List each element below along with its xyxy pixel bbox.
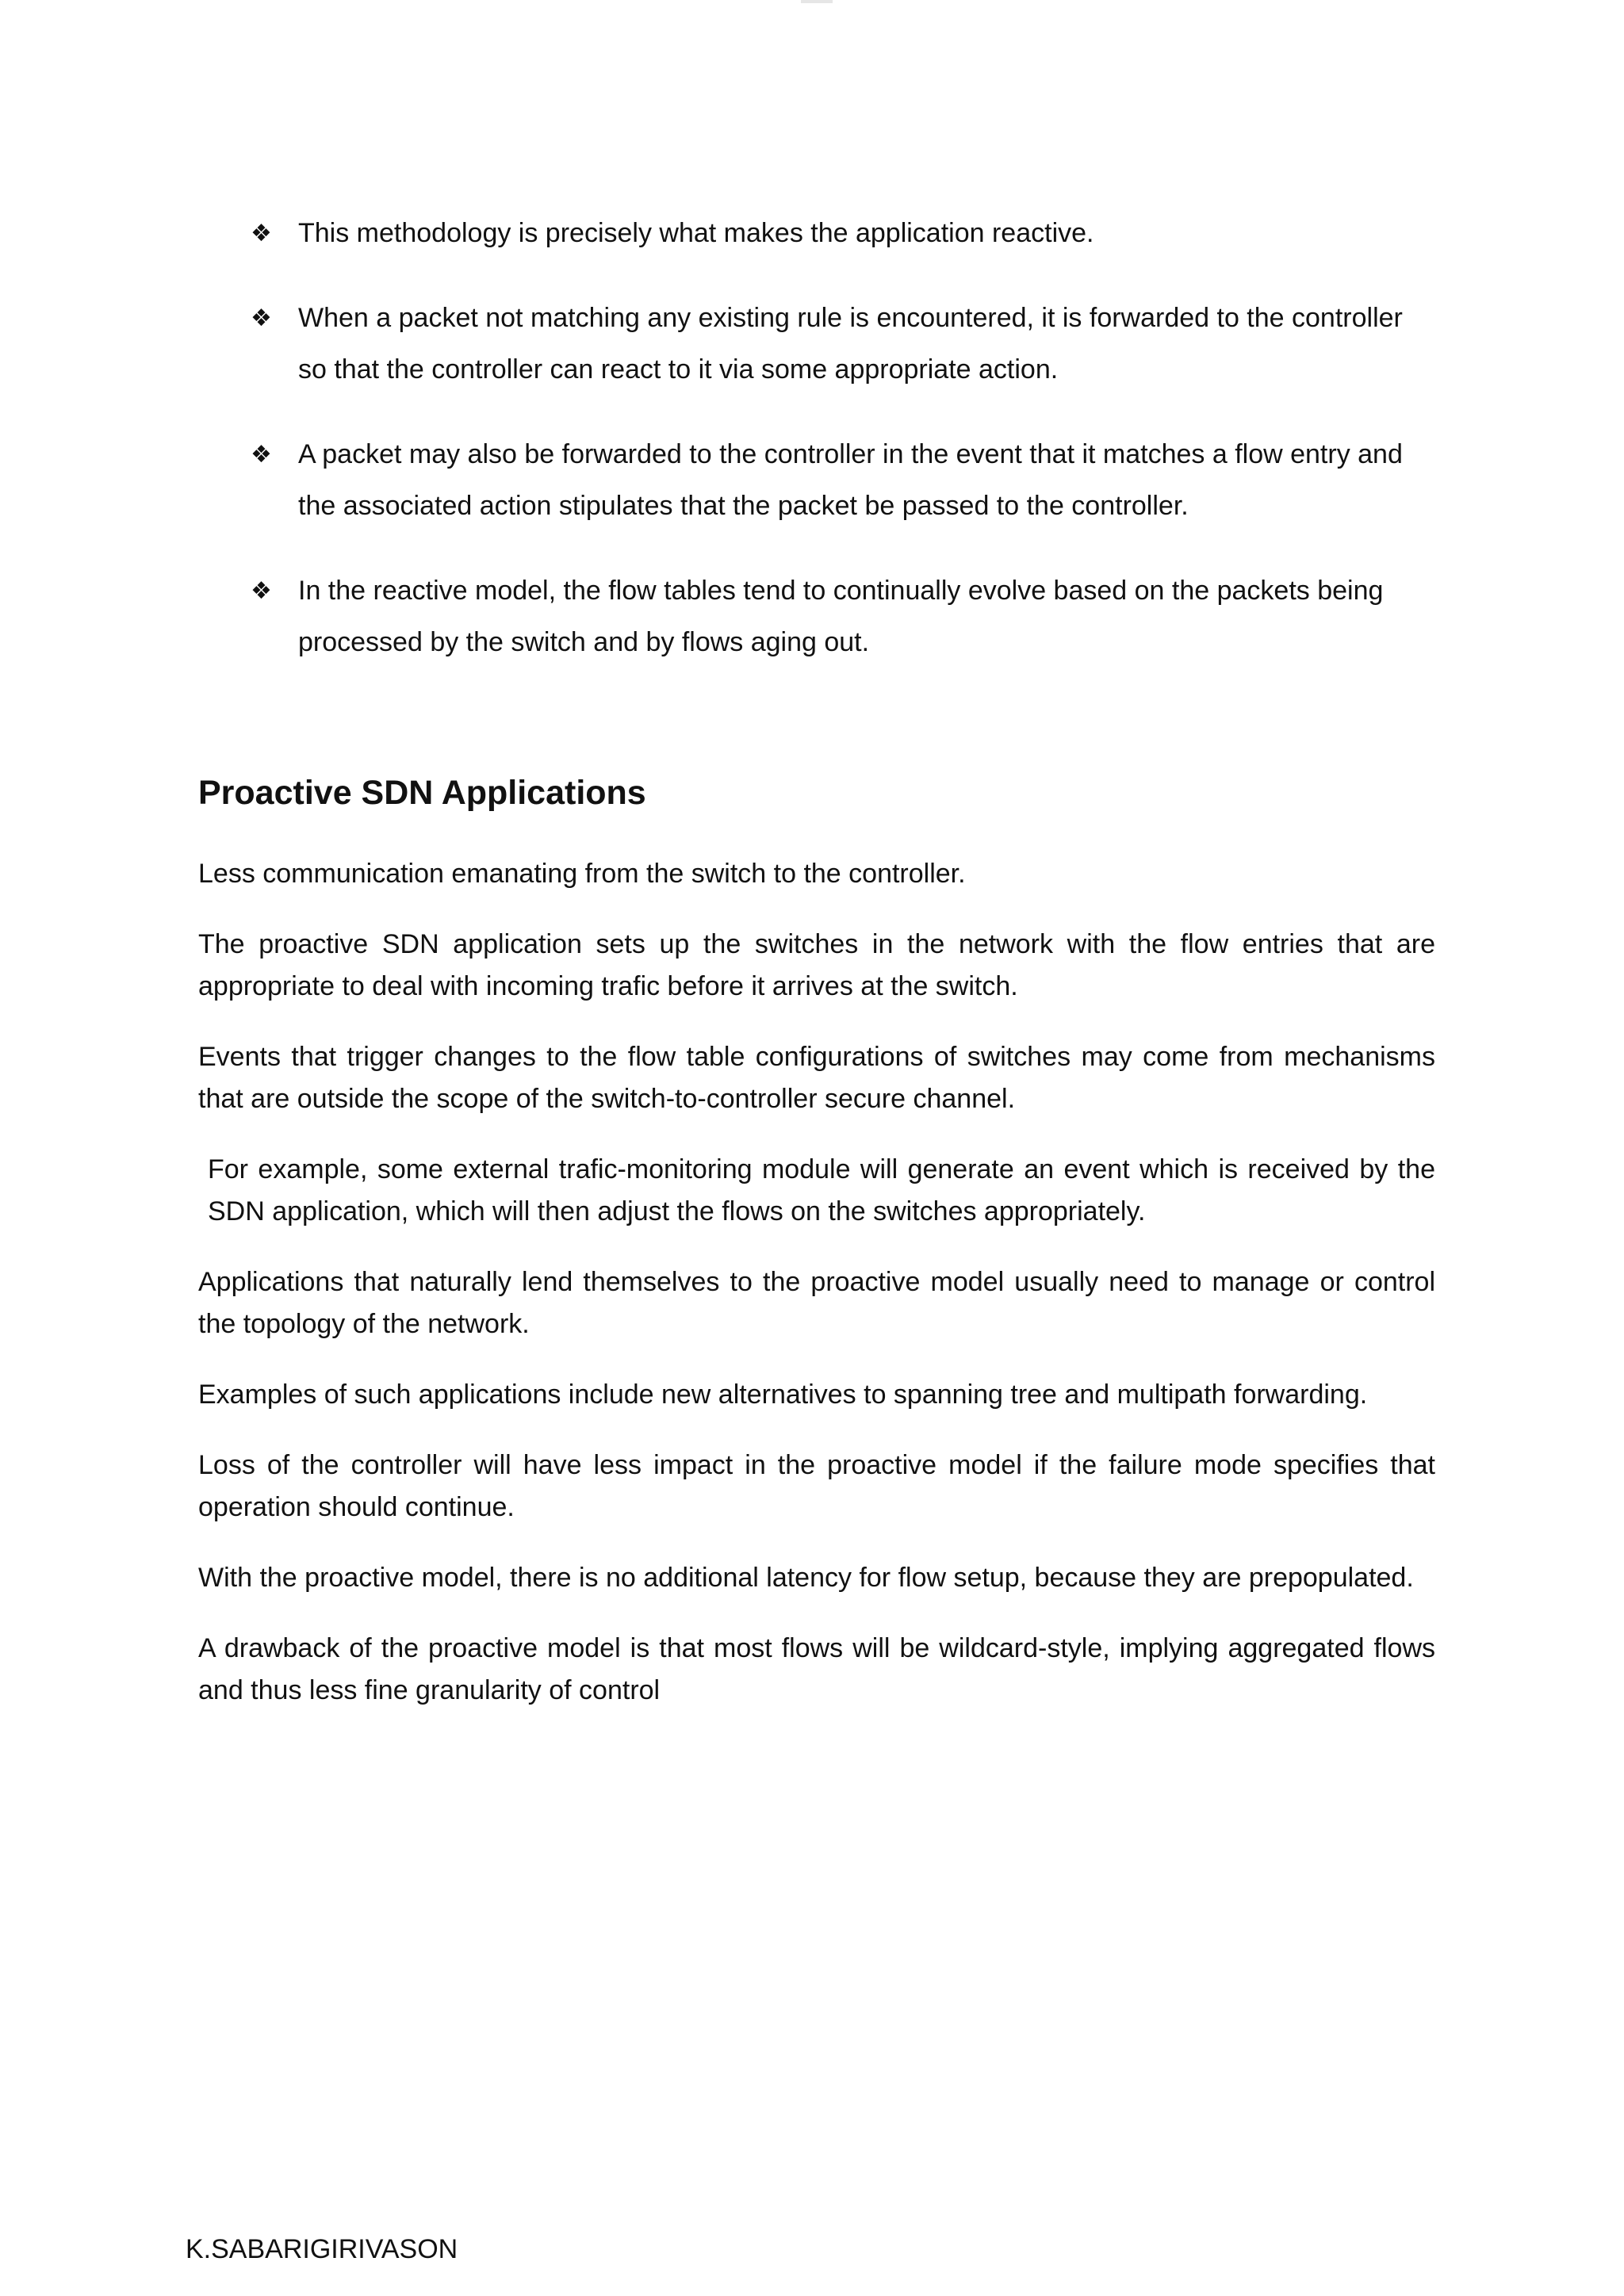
bullet-item: [251, 429, 1435, 532]
diamond-bullet-icon: ❖: [251, 577, 272, 605]
footer-author: K.SABARIGIRIVASON: [186, 2234, 458, 2264]
paragraph: Events that trigger changes to the flow table configurations of switches may come from mechanisms that are outside the scope of the switch-to-controller secure channel.: [198, 1042, 1435, 1114]
paragraph: Loss of the controller will have less impact in the proactive model if the failure mode specifies that operation should continue.: [198, 1450, 1435, 1522]
paragraph: A drawback of the proactive model is that most flows will be wildcard-style, implying aggregated flows and thus less fine granularity of control: [198, 1633, 1435, 1705]
reactive-bullet-list: [251, 208, 1435, 702]
bullet-text: When a packet not matching any existing rule is encountered, it is forwarded to the controller so that the controller can react to it via some appropriate action.: [298, 303, 1403, 385]
bullet-item: [251, 208, 1435, 259]
bullet-text: In the reactive model, the flow tables tend to continually evolve based on the packets being processed by the switch and by flows aging out.: [298, 576, 1384, 657]
paragraph: Applications that naturally lend themselves to the proactive model usually need to manage or control the topology of the network.: [198, 1267, 1435, 1339]
paragraph: Less communication emanating from the switch to the controller.: [198, 859, 966, 889]
diamond-bullet-icon: ❖: [251, 441, 272, 469]
paragraph: The proactive SDN application sets up the switches in the network with the flow entries that are appropriate to deal with incoming traﬁc before it arrives at the switch.: [198, 929, 1435, 1001]
diamond-bullet-icon: ❖: [251, 220, 272, 247]
diamond-bullet-icon: ❖: [251, 304, 272, 332]
bullet-item: [251, 293, 1435, 396]
header-mark: [801, 0, 833, 3]
paragraph: With the proactive model, there is no additional latency for flow setup, because they are prepopulated.: [198, 1563, 1414, 1593]
bullet-text: A packet may also be forwarded to the controller in the event that it matches a flow entry and the associated action stipulates that the packet be passed to the controller.: [298, 439, 1403, 521]
section-heading: Proactive SDN Applications: [198, 774, 646, 812]
paragraph: Examples of such applications include new alternatives to spanning tree and multipath forwarding.: [198, 1380, 1368, 1410]
paragraph: For example, some external traﬁc-monitoring module will generate an event which is received by the SDN application, which will then adjust the flows on the switches appropriately.: [208, 1154, 1435, 1226]
proactive-body: [198, 853, 1435, 1740]
bullet-item: [251, 565, 1435, 668]
bullet-text: This methodology is precisely what makes the application reactive.: [298, 218, 1094, 248]
